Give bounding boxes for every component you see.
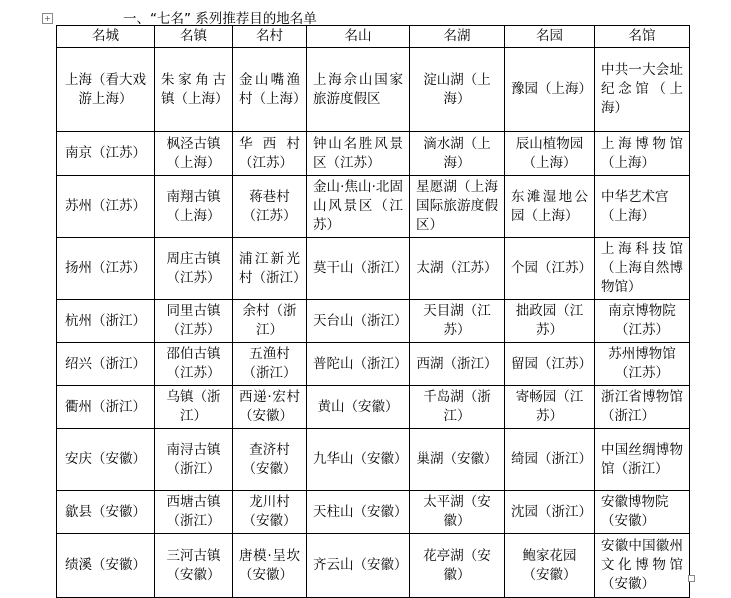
table-row — [57, 386, 690, 429]
cell-mountain: 天柱山（安徽） — [307, 491, 410, 534]
cell-village: 金山嘴渔村（上海） — [233, 48, 307, 132]
table-row — [57, 429, 690, 491]
table-row — [57, 343, 690, 386]
cell-garden: 拙政园（江苏） — [505, 300, 595, 343]
cell-town: 枫泾古镇（上海） — [155, 132, 233, 176]
cell-garden: 豫园（上海） — [505, 48, 595, 132]
header-garden: 名园 — [505, 26, 595, 48]
cell-garden: 鲍家花园（安徽） — [505, 534, 595, 598]
cell-city: 安庆（安徽） — [57, 429, 155, 491]
cell-city: 绍兴（浙江） — [57, 343, 155, 386]
cell-village: 浦江新光村（浙江） — [233, 238, 307, 300]
cell-mountain: 普陀山（浙江） — [307, 343, 410, 386]
cell-city: 南京（江苏） — [57, 132, 155, 176]
cell-garden: 辰山植物园（上海） — [505, 132, 595, 176]
table-header-row — [57, 26, 690, 48]
cell-mountain: 天台山（浙江） — [307, 300, 410, 343]
cell-lake: 太平湖（安徽） — [410, 491, 505, 534]
cell-mountain: 钟山名胜风景区（江苏） — [307, 132, 410, 176]
resize-icon[interactable] — [688, 575, 695, 582]
cell-village: 蒋巷村（江苏） — [233, 176, 307, 238]
cell-lake: 滴水湖（上海） — [410, 132, 505, 176]
table-row — [57, 238, 690, 300]
cell-museum: 南京博物院（江苏） — [595, 300, 690, 343]
cell-mountain: 莫干山（浙江） — [307, 238, 410, 300]
cell-town: 南浔古镇（浙江） — [155, 429, 233, 491]
cell-museum: 中国丝绸博物馆（浙江） — [595, 429, 690, 491]
cell-village: 唐模·呈坎（安徽） — [233, 534, 307, 598]
cell-garden: 绮园（浙江） — [505, 429, 595, 491]
header-mountain: 名山 — [307, 26, 410, 48]
cell-mountain: 上海佘山国家旅游度假区 — [307, 48, 410, 132]
cell-town: 周庄古镇（江苏） — [155, 238, 233, 300]
cell-garden: 沈园（浙江） — [505, 491, 595, 534]
cell-village: 余村（浙江） — [233, 300, 307, 343]
cell-city: 扬州（江苏） — [57, 238, 155, 300]
cell-town: 邵伯古镇（江苏） — [155, 343, 233, 386]
header-lake: 名湖 — [410, 26, 505, 48]
cell-museum: 中华艺术宫（上海） — [595, 176, 690, 238]
table-row — [57, 300, 690, 343]
table-row — [57, 132, 690, 176]
cell-museum: 苏州博物馆（江苏） — [595, 343, 690, 386]
cell-city: 苏州（江苏） — [57, 176, 155, 238]
cell-town: 乌镇（浙江） — [155, 386, 233, 429]
header-museum: 名馆 — [595, 26, 690, 48]
header-village: 名村 — [233, 26, 307, 48]
cell-museum: 中共一大会址纪念馆（上海） — [595, 48, 690, 132]
cell-lake: 西湖（浙江） — [410, 343, 505, 386]
cell-lake: 太湖（江苏） — [410, 238, 505, 300]
destination-table — [56, 25, 690, 598]
table-row — [57, 176, 690, 238]
cell-city: 歙县（安徽） — [57, 491, 155, 534]
cell-mountain: 金山·焦山·北固山风景区（江苏） — [307, 176, 410, 238]
cell-museum: 浙江省博物馆（浙江） — [595, 386, 690, 429]
cell-lake: 淀山湖（上海） — [410, 48, 505, 132]
cell-village: 五渔村（浙江） — [233, 343, 307, 386]
page-title: 一、“七名” 系列推荐目的地名单 — [123, 11, 317, 27]
cell-city: 上海（看大戏游上海） — [57, 48, 155, 132]
header-town: 名镇 — [155, 26, 233, 48]
cell-museum: 安徽中国徽州文化博物馆（安徽） — [595, 534, 690, 598]
cell-lake: 巢湖（安徽） — [410, 429, 505, 491]
cell-mountain: 九华山（安徽） — [307, 429, 410, 491]
cell-garden: 个园（江苏） — [505, 238, 595, 300]
cell-museum: 上海博物馆（上海） — [595, 132, 690, 176]
cell-village: 龙川村（安徽） — [233, 491, 307, 534]
cell-town: 朱家角古镇（上海） — [155, 48, 233, 132]
cell-lake: 花亭湖（安徽） — [410, 534, 505, 598]
cell-garden: 寄畅园（江苏） — [505, 386, 595, 429]
header-city: 名城 — [57, 26, 155, 48]
cell-mountain: 齐云山（安徽） — [307, 534, 410, 598]
cell-town: 三河古镇（安徽） — [155, 534, 233, 598]
cell-town: 西塘古镇（浙江） — [155, 491, 233, 534]
cell-garden: 留园（江苏） — [505, 343, 595, 386]
cell-town: 南翔古镇（上海） — [155, 176, 233, 238]
cell-lake: 千岛湖（浙江） — [410, 386, 505, 429]
cell-city: 绩溪（安徽） — [57, 534, 155, 598]
cell-lake: 星愿湖（上海国际旅游度假区） — [410, 176, 505, 238]
cell-village: 西递·宏村（安徽） — [233, 386, 307, 429]
cell-village: 查济村（安徽） — [233, 429, 307, 491]
cell-garden: 东滩湿地公园（上海） — [505, 176, 595, 238]
cell-lake: 天目湖（江苏） — [410, 300, 505, 343]
move-icon[interactable]: + — [42, 13, 53, 24]
cell-city: 杭州（浙江） — [57, 300, 155, 343]
cell-town: 同里古镇（江苏） — [155, 300, 233, 343]
cell-museum: 安徽博物院（安徽） — [595, 491, 690, 534]
table-row — [57, 534, 690, 598]
cell-city: 衢州（浙江） — [57, 386, 155, 429]
table-row — [57, 48, 690, 132]
cell-village: 华西村（江苏） — [233, 132, 307, 176]
table-row — [57, 491, 690, 534]
cell-mountain: 黄山（安徽） — [307, 386, 410, 429]
cell-museum: 上海科技馆（上海自然博物馆） — [595, 238, 690, 300]
